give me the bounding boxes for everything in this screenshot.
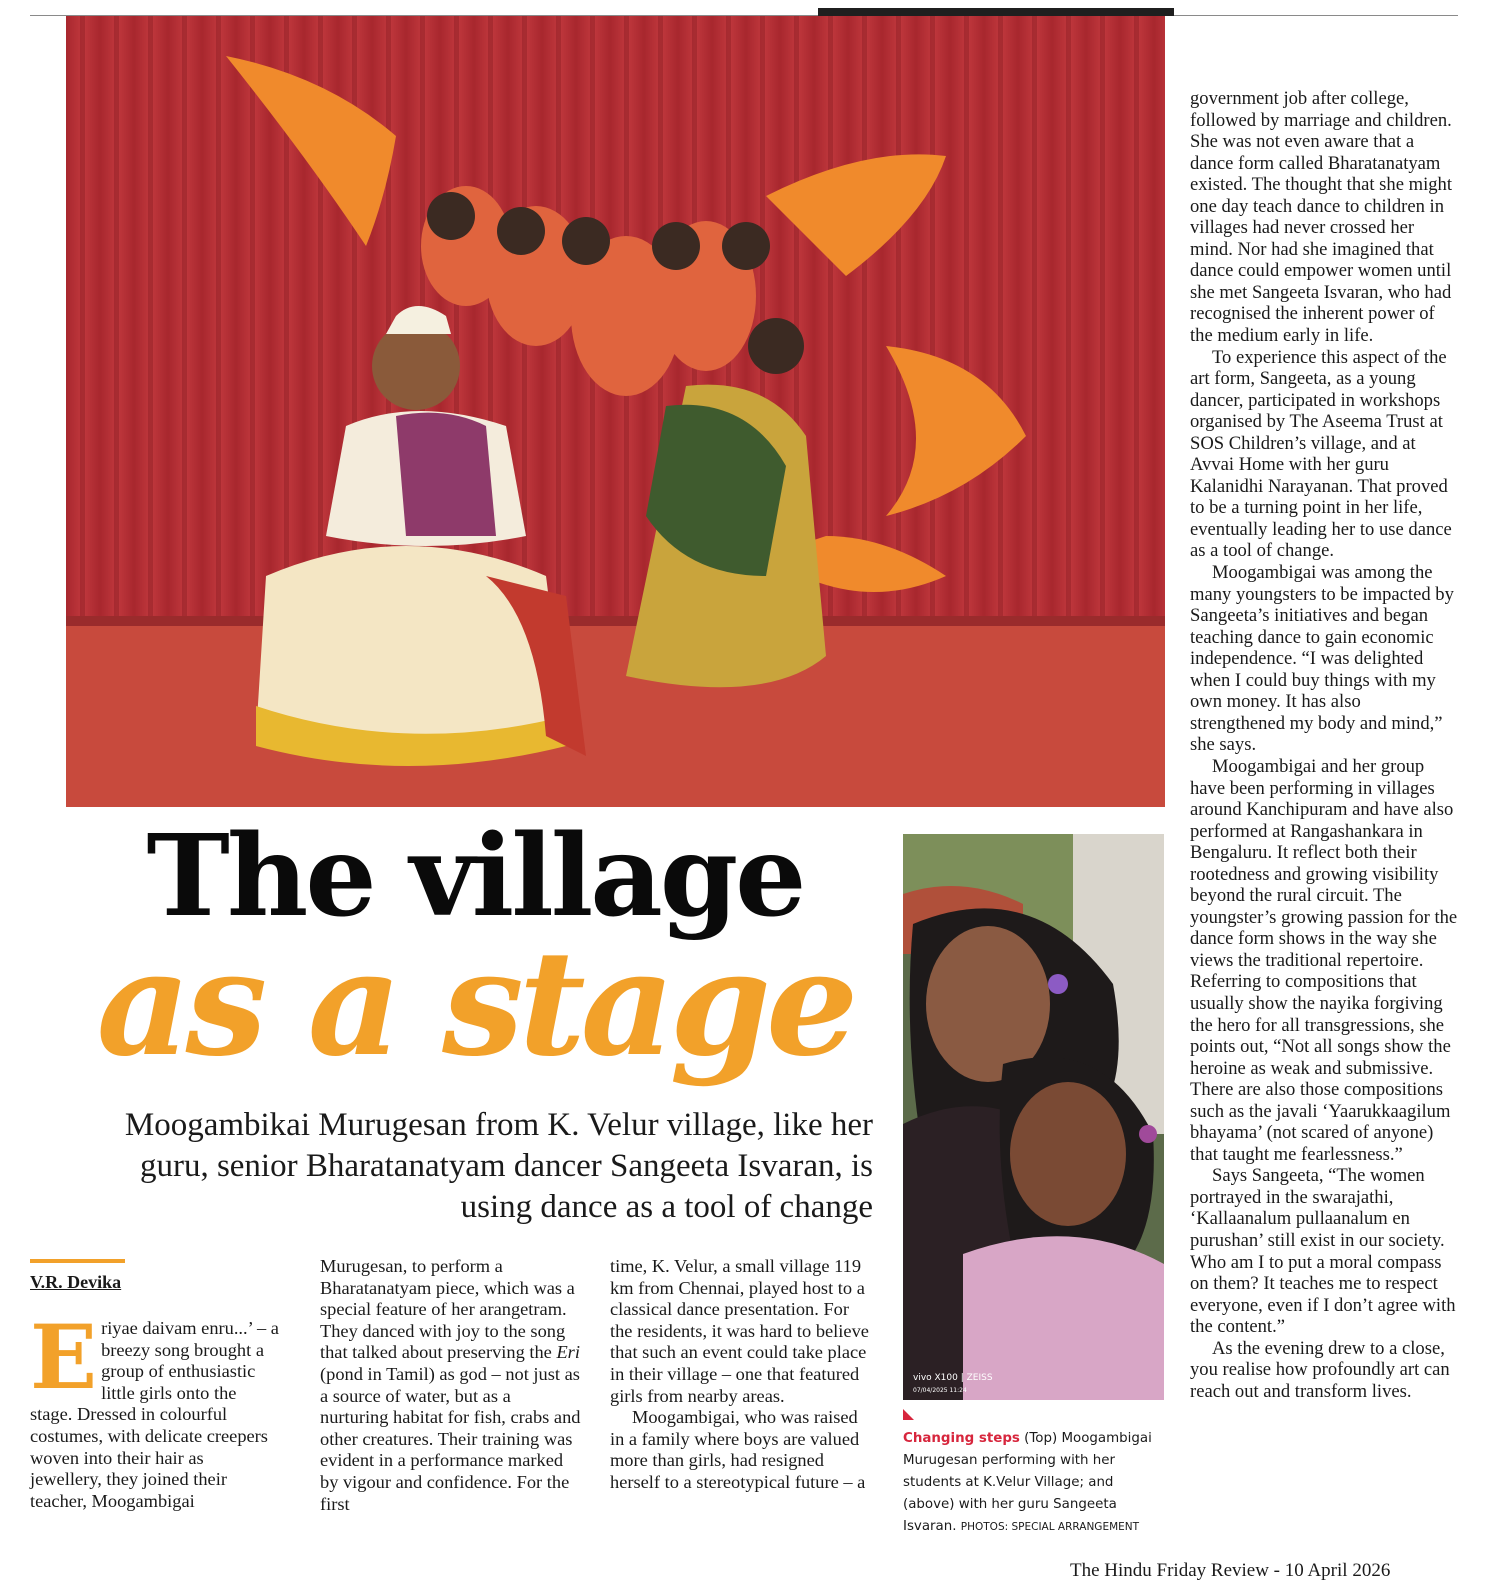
body-italic: Eri: [556, 1342, 580, 1363]
paragraph: Moogambigai was among the many youngsters to be impacted by Sangeeta’s initiatives and began teaching dance to gain economic independence. “I was delighted when I could buy things with my own money. It has also strengthened my body and mind,” she says.: [1190, 562, 1454, 756]
body-text: Murugesan, to perform a Bharatanatyam piece, which was a special feature of her arangetram. They danced with joy to the song that talked about preserving the: [320, 1256, 575, 1363]
body-column-4: [1190, 88, 1458, 1402]
body-column-1: [30, 1305, 280, 1512]
photo-caption: [903, 1428, 1165, 1538]
drop-cap: E: [30, 1305, 98, 1409]
paragraph: Moogambigai and her group have been performing in villages around Kanchipuram and have also performed at Rangashankara in Bengaluru. It reflect both their rootedness and growing visibility beyond the rural circuit. The youngster’s growing passion for the dance form shows in the way she views the traditional repertoire. Referring to compositions that usually show the nayika forgiving the hero for all transgressions, she points out, “Not all songs show the heroine as weak and submissive. There are also those compositions such as the javali ‘Yaarukkaagilum bhayama’ (not scared of anyone) that taught me fearlessness.”: [1190, 755, 1458, 1165]
main-photo: [66, 16, 1165, 807]
byline: V.R. Devika: [30, 1272, 122, 1292]
body-column-2: [320, 1256, 582, 1515]
caption-head: Changing steps: [903, 1431, 1020, 1446]
paragraph: government job after college, followed by marriage and children. She was not even aware that a dance form called Bharatanatyam existed. The thought that she might one day teach dance to children in villages had never crossed her mind. Nor had she imagined that dance could empower women until she met Sangeeta Isvaran, who had recognised the inherent power of the medium early in life.: [1190, 88, 1453, 347]
paragraph: Says Sangeeta, “The women portrayed in the swarajathi, ‘Kallaanalum pullaanalum en purushan’ still exist in our society. Who am I to put a moral compass on them? It teaches me to respect everyone, even if I don’t agree with the content.”: [1190, 1165, 1456, 1338]
paragraph: time, K. Velur, a small village 119 km from Chennai, played host to a classical dance presentation. For the residents, it was hard to believe that such an event could take place in their village – one that featured girls from nearby areas.: [610, 1256, 869, 1406]
body-column-3: [610, 1256, 872, 1494]
top-bar: [818, 8, 1174, 16]
watermark-text: vivo X100 | ZEISS: [913, 1373, 993, 1383]
body-text: (pond in Tamil) as god – not just as a source of water, but as a nurturing habitat for fish, crabs and other creatures. Their training was evident in a performance marked by vigour and confidence. For the first: [320, 1363, 581, 1514]
paragraph: To experience this aspect of the art form, Sangeeta, as a young dancer, participated in workshops organised by The Aseema Trust at SOS Children’s village, and at Avvai Home with her guru Kalanidhi Narayanan. That proved to be a turning point in her life, eventually leading her to use dance as a tool of change.: [1190, 346, 1452, 562]
caption-text: (Top) Moogambigai Murugesan performing with her students at K.Velur Village; and (above) with her guru Sangeeta Isvaran.: [903, 1431, 1152, 1534]
paragraph: Moogambigai, who was raised in a family where boys are valued more than girls, had resigned herself to a stereotypical future – a: [610, 1407, 866, 1492]
headline-line-1: The village: [146, 811, 804, 942]
body-text: riyae daivam enru...’ – a breezy song brought a group of enthusiastic little girls onto the stage. Dressed in colourful costumes, with delicate creepers woven into their hair as jewellery, they joined their teacher, Moogambigai: [30, 1318, 279, 1511]
deck: Moogambikai Murugesan from K. Velur village, like her guru, senior Bharatanatyam dancer Sangeeta Isvaran, is using dance as a tool of change: [124, 1107, 873, 1225]
watermark-date: 07/04/2025 11:24: [913, 1387, 967, 1394]
page-footer: The Hindu Friday Review - 10 April 2026: [1070, 1560, 1391, 1581]
headline-line-2: as a stage: [96, 919, 854, 1089]
paragraph: As the evening drew to a close, you realise how profoundly art can reach out and transform lives.: [1190, 1337, 1450, 1402]
byline-rule: [30, 1259, 125, 1263]
caption-credit: PHOTOS: SPECIAL ARRANGEMENT: [960, 1521, 1140, 1533]
caption-marker: [903, 1409, 914, 1420]
secondary-photo: [903, 834, 1164, 1400]
